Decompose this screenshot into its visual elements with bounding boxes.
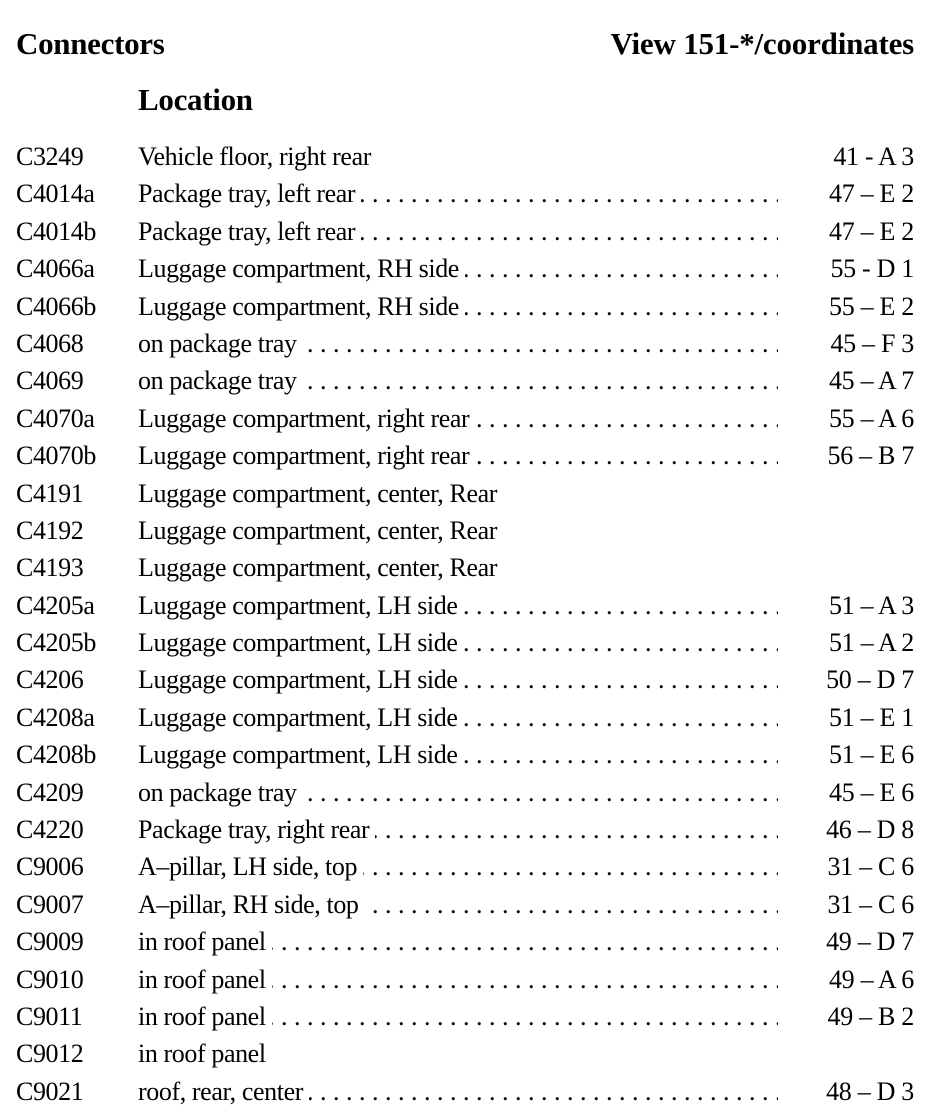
connector-location [138,288,778,325]
connector-location-text: Package tray, left rear [138,179,361,208]
connector-coordinates: 50 – D 7 [826,665,914,695]
connector-coordinates: 45 – A 7 [828,366,914,396]
connector-code: C9009 [16,927,84,957]
connector-location-text: Luggage compartment, RH side [138,292,465,321]
connector-location-text: Luggage compartment, RH side [138,254,465,283]
table-row [0,998,932,1035]
table-row [0,811,932,848]
connector-code: C4206 [16,665,84,695]
table-row [0,437,932,474]
connector-coordinates: 51 – E 6 [829,740,914,770]
table-row [0,961,932,998]
connector-location-text: Luggage compartment, right rear [138,441,475,470]
connector-location [138,886,778,923]
table-row [0,886,932,923]
connector-coordinates: 45 – E 6 [829,777,914,807]
table-row [0,400,932,437]
table-row [0,661,932,698]
page-header [0,0,932,130]
connector-code: C4014b [16,216,96,246]
connector-location-text: roof, rear, center [138,1077,309,1106]
connector-location [138,175,778,212]
connector-code: C4070a [16,403,95,433]
connector-location [138,661,778,698]
connector-location-text: A–pillar, LH side, top [138,852,363,881]
connector-coordinates: 56 – B 7 [827,441,914,471]
connector-location [138,624,778,661]
connector-location-text: in roof panel [138,1039,272,1068]
connector-code: C4068 [16,328,84,358]
connector-location-text: Luggage compartment, LH side [138,703,463,732]
connector-location [138,437,778,474]
connector-coordinates: 55 – E 2 [829,291,914,321]
connector-coordinates: 48 – D 3 [826,1076,914,1106]
table-row [0,848,932,885]
connector-location-text: Luggage compartment, LH side [138,665,463,694]
connector-code: C4205a [16,590,95,620]
location-heading: Location [138,82,253,117]
connector-coordinates: 47 – E 2 [829,216,914,246]
connector-code: C4192 [16,515,84,545]
connector-location [138,400,778,437]
table-row [0,736,932,773]
connector-coordinates: 51 – A 3 [828,590,914,620]
connector-location [138,213,778,250]
connector-code: C9011 [16,1001,83,1031]
connector-location [138,699,778,736]
connector-code: C4209 [16,777,84,807]
connector-location [138,325,778,362]
connector-location [138,736,778,773]
table-row [0,213,932,250]
connector-location [138,362,778,399]
connector-coordinates: 55 – A 6 [828,403,914,433]
connector-location-text: Luggage compartment, right rear [138,404,475,433]
connector-code: C4205b [16,628,96,658]
connector-location-text: Luggage compartment, LH side [138,591,463,620]
connector-code: C9006 [16,852,84,882]
connector-code: C9012 [16,1039,84,1069]
connector-code: C9010 [16,964,84,994]
connector-coordinates: 49 – B 2 [827,1001,914,1031]
connector-coordinates: 31 – C 6 [827,852,914,882]
table-row [0,1073,932,1110]
connector-code: C4066b [16,291,96,321]
connector-code: C9021 [16,1076,84,1106]
connector-location-text: Luggage compartment, LH side [138,628,463,657]
connector-code: C4066a [16,254,95,284]
connector-location [138,1073,778,1110]
connector-location [138,923,778,960]
connector-location-text: A–pillar, RH side, top [138,890,365,919]
table-row [0,325,932,362]
connector-coordinates: 49 – D 7 [826,927,914,957]
connector-location [138,961,778,998]
connector-table [0,138,932,1110]
connector-code: C4014a [16,179,95,209]
connector-code: C4193 [16,553,84,583]
connector-location [138,848,778,885]
connector-code: C4069 [16,366,84,396]
table-row [0,250,932,287]
connector-code: C4208b [16,740,96,770]
connector-code: C3249 [16,142,84,171]
connector-location [138,1035,778,1072]
table-row [0,362,932,399]
connector-code: C4208a [16,702,95,732]
connector-location [138,138,778,175]
connector-location [138,475,778,512]
connector-location-text: Luggage compartment, center, Rear [138,553,503,582]
table-row [0,923,932,960]
connector-location-text: Package tray, right rear [138,815,375,844]
connector-code: C4070b [16,441,96,471]
connector-coordinates: 46 – D 8 [826,815,914,845]
connector-coordinates: 31 – C 6 [827,889,914,919]
table-row [0,175,932,212]
connector-location-text: Luggage compartment, center, Rear [138,516,503,545]
table-row [0,587,932,624]
table-row [0,699,932,736]
connector-location-text: Package tray, left rear [138,217,361,246]
connector-location-text: in roof panel [138,927,272,956]
connector-coordinates: 45 – F 3 [830,328,914,358]
connector-coordinates: 55 - D 1 [830,254,914,284]
table-row [0,624,932,661]
connector-coordinates: 51 – E 1 [829,702,914,732]
table-row [0,512,932,549]
connector-coordinates: 49 – A 6 [828,964,914,994]
connector-location [138,811,778,848]
connector-coordinates: 41 - A 3 [833,142,914,171]
connector-location-text: in roof panel [138,965,272,994]
connector-location [138,250,778,287]
table-row [0,475,932,512]
connector-location-text: Vehicle floor, right rear [138,142,377,171]
table-row [0,1035,932,1072]
connector-location [138,512,778,549]
table-row [0,138,932,175]
table-row [0,288,932,325]
table-row [0,774,932,811]
connector-location [138,998,778,1035]
view-coordinates-heading: View 151-*/coordinates [610,26,914,61]
connector-code: C9007 [16,889,84,919]
connector-coordinates: 51 – A 2 [828,628,914,658]
connector-location-text: Luggage compartment, LH side [138,740,463,769]
connector-location [138,774,778,811]
connector-code: C4220 [16,815,84,845]
connector-location-text: on package tray [138,778,303,807]
connector-coordinates: 47 – E 2 [829,179,914,209]
table-row [0,549,932,586]
connector-code: C4191 [16,478,84,508]
connector-location-text: on package tray [138,329,303,358]
connector-location-text: in roof panel [138,1002,272,1031]
connectors-heading: Connectors [16,26,165,61]
connector-location-text: Luggage compartment, center, Rear [138,479,503,508]
connector-location [138,549,778,586]
connector-location-text: on package tray [138,366,303,395]
connector-location [138,587,778,624]
